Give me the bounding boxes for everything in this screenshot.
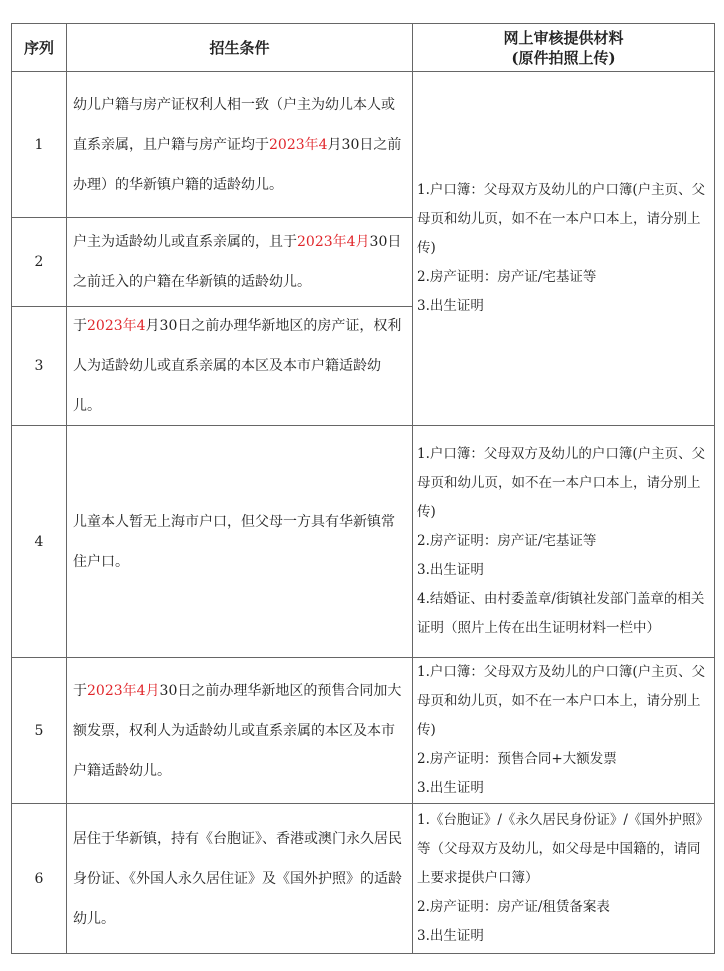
- materials-cell: [412, 657, 715, 804]
- row-condition: [66, 803, 413, 954]
- material-item: 1.户口簿：父母双方及幼儿的户口簿(户主页、父母页和幼儿页，如不在一本户口本上，请分别上传): [417, 664, 706, 738]
- materials-cell: [412, 425, 715, 658]
- condition-text: 于: [73, 682, 87, 699]
- header-materials-note: (原件拍照上传): [511, 48, 616, 67]
- header-materials-title: 网上审核提供材料: [503, 28, 624, 47]
- row-index: 5: [11, 657, 67, 804]
- row-condition: [66, 306, 413, 426]
- material-item: 3.出生证明: [417, 562, 484, 578]
- header-condition: 招生条件: [66, 23, 413, 72]
- highlighted-date: 2023年4: [269, 136, 328, 153]
- material-item: 3.出生证明: [417, 928, 484, 944]
- materials-cell: [412, 71, 715, 426]
- row-index: 2: [11, 217, 67, 307]
- row-condition: [66, 217, 413, 307]
- highlighted-date: 2023年4月: [297, 234, 370, 250]
- condition-text: 幼儿户籍与房产证权利人相一致（户主为幼儿本人或直系亲属，且户籍与房产证均于: [73, 96, 395, 153]
- material-item: 1.户口簿：父母双方及幼儿的户口簿(户主页、父母页和幼儿页，如不在一本户口本上，请分别上传): [417, 182, 706, 256]
- material-item: 1.户口簿：父母双方及幼儿的户口簿(户主页、父母页和幼儿页，如不在一本户口本上，请分别上传): [417, 446, 706, 520]
- materials-cell: [412, 803, 715, 954]
- row-index: 4: [11, 425, 67, 658]
- condition-text: 于: [73, 318, 87, 334]
- material-item: 3.出生证明: [417, 780, 484, 796]
- material-item: 4.结婚证、由村委盖章/街镇社发部门盖章的相关证明（照片上传在出生证明材料一栏中）: [417, 591, 705, 636]
- row-index: 1: [11, 71, 67, 218]
- condition-text: 儿童本人暂无上海市户口，但父母一方具有华新镇常住户口。: [73, 513, 395, 570]
- condition-text: 30日之前迁入的户籍在华新镇的适龄幼儿。: [73, 234, 402, 290]
- material-item: 2.房产证明：房产证/租赁备案表: [417, 899, 610, 915]
- row-index: 3: [11, 306, 67, 426]
- highlighted-date: 2023年4: [87, 318, 146, 334]
- condition-text: 户主为适龄幼儿或直系亲属的，且于: [73, 234, 297, 250]
- row-index: 6: [11, 803, 67, 954]
- material-item: 2.房产证明：预售合同+大额发票: [417, 751, 617, 767]
- condition-text: 30日之前办理华新地区的预售合同加大额发票，权利人为适龄幼儿或直系亲属的本区及本市户籍适龄幼儿。: [73, 682, 402, 779]
- material-item: 2.房产证明：房产证/宅基证等: [417, 269, 597, 285]
- condition-text: 月30日之前办理）的华新镇户籍的适龄幼儿。: [73, 136, 402, 193]
- row-condition: [66, 425, 413, 658]
- row-condition: [66, 71, 413, 218]
- highlighted-date: 2023年4月: [87, 682, 160, 699]
- header-materials: [412, 23, 715, 72]
- row-condition: [66, 657, 413, 804]
- condition-text: 居住于华新镇，持有《台胞证》、香港或澳门永久居民身份证、《外国人永久居住证》及《国外护照》的适龄幼儿。: [73, 830, 402, 927]
- header-index: 序列: [11, 23, 67, 72]
- material-item: 3.出生证明: [417, 298, 484, 314]
- material-item: 1.《台胞证》/《永久居民身份证》/《国外护照》等（父母双方及幼儿，如父母是中国籍的，请同上要求提供户口簿）: [417, 812, 709, 886]
- condition-text: 月30日之前办理华新地区的房产证，权利人为适龄幼儿或直系亲属的本区及本市户籍适龄幼儿。: [73, 318, 402, 414]
- material-item: 2.房产证明：房产证/宅基证等: [417, 533, 597, 549]
